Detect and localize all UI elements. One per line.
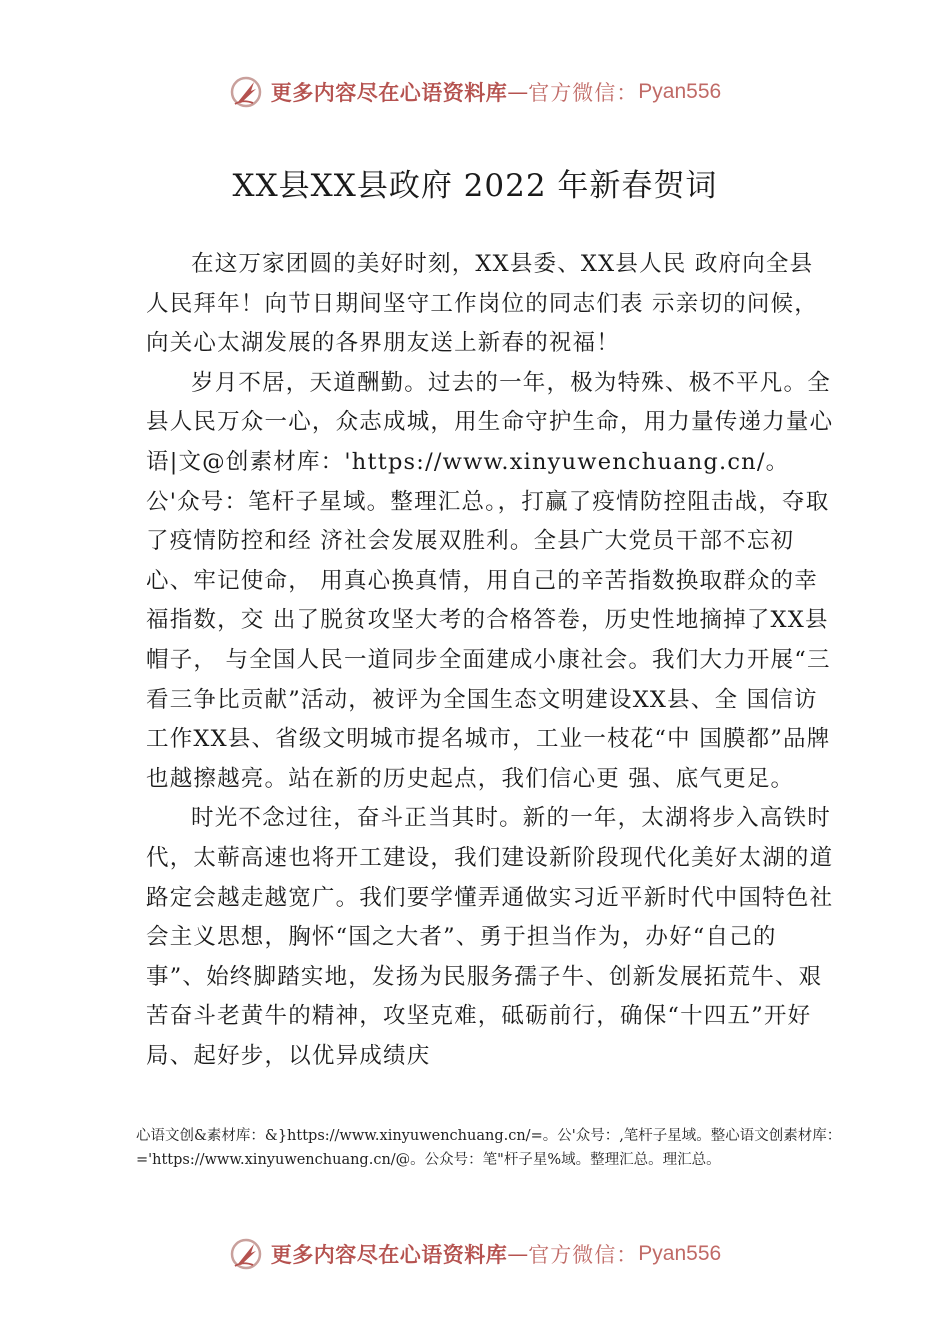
- paragraph-1: 在这万家团圆的美好时刻，XX县委、XX县人民 政府向全县人民拜年！向节日期间坚守工作岗位的同志们表 示亲切的问候，向关心太湖发展的各界朋友送上新春的祝福！: [146, 251, 818, 357]
- banner-wechat-id: Pyan556: [638, 80, 722, 103]
- banner-wechat-id: Pyan556: [638, 1242, 722, 1265]
- footer-banner: [0, 1232, 950, 1276]
- banner-separator: —: [507, 1242, 529, 1266]
- quill-pen-logo-icon: [229, 1237, 263, 1271]
- paragraph-3: 时光不念过往，奋斗正当其时。新的一年，太湖将步入高铁时代，太蕲高速也将开工建设，我们建设新阶段现代化美好太湖的道路定会越走越宽广。我们要学懂弄通做实习近平新时代中国特色社会主义思想，胸怀“国之大者”、勇于担当作为，办好“自己的事”、始终脚踏实地，发扬为民服务孺子牛、创新发展拓荒牛、艰苦奋斗老黄牛的精神，攻坚克难，砥砺前行，确保“十四五”开好局、起好步，以优异成绩庆: [146, 805, 834, 1069]
- document-body: [146, 245, 836, 1076]
- document-title: XX县XX县政府 2022 年新春贺词: [232, 168, 718, 204]
- banner-brand: 更多内容尽在心语资料库: [270, 81, 508, 105]
- footnote: 心语文创&素材库：&}https://www.xinyuwenchuang.cn/=。公'众号：,笔杆子星域。整心语文创素材库：='https://www.xinyuwenchuang.cn/@。公众号：笔"杆子星%域。整理汇总。理汇总。: [136, 1128, 842, 1168]
- header-banner: [0, 70, 950, 114]
- quill-pen-logo-icon: [229, 75, 263, 109]
- banner-wechat-label: 官方微信：: [528, 1243, 639, 1267]
- banner-wechat-label: 官方微信：: [528, 81, 639, 105]
- banner-brand: 更多内容尽在心语资料库: [270, 1243, 508, 1267]
- paragraph-2: 岁月不居，天道酬勤。过去的一年，极为特殊、极不平凡。全县人民万众一心，众志成城，用生命守护生命，用力量传递力量心语|文@创素材库：'https://www.xinyuwenchuang.cn/。公'众号：笔杆子星域。整理汇总。，打赢了疫情防控阻击战，夺取了疫情防控和经 济社会发展双胜利。全县广大党员干部不忘初心、牢记使命， 用真心换真情，用自己的辛苦指数换取群众的幸福指数，交 出了脱贫攻坚大考的合格答卷，历史性地摘掉了XX县帽子， 与全国人民一道同步全面建成小康社会。我们大力开展“三 看三争比贡献”活动，被评为全国生态文明建设XX县、全 国信访工作XX县、省级文明城市提名城市，工业一枝花“中 国膜都”品牌也越擦越亮。站在新的历史起点，我们信心更 强、底气更足。: [146, 369, 834, 792]
- banner-separator: —: [507, 80, 529, 104]
